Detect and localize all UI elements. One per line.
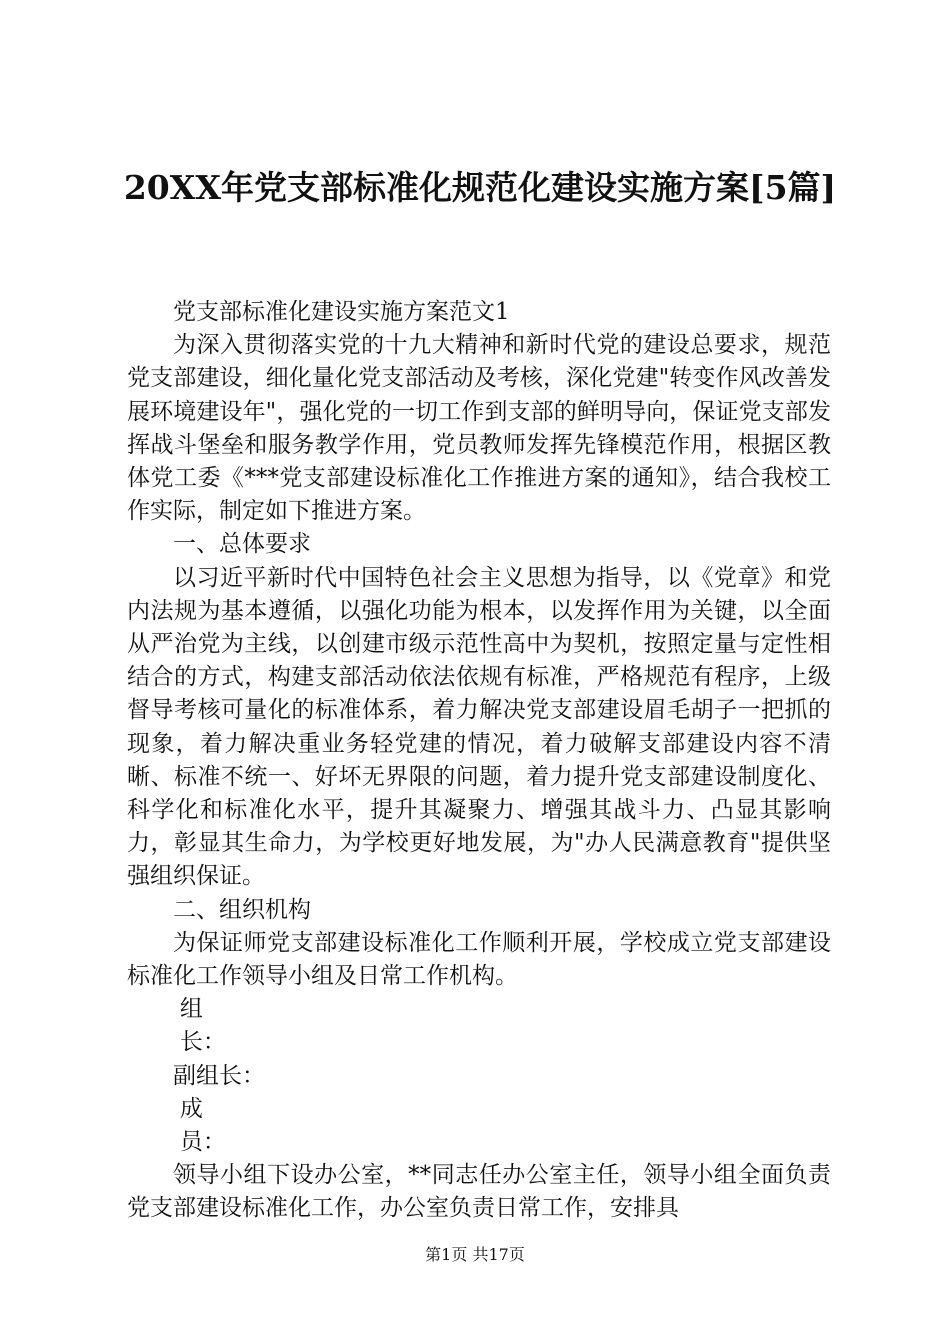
- page-number: 第1页: [425, 1245, 468, 1264]
- paragraph-office: 领导小组下设办公室，**同志任办公室主任，领导小组全面负责党支部建设标准化工作，办公室负责日常工作，安排具: [127, 1162, 831, 1222]
- label-members: 成员：: [179, 1095, 226, 1156]
- page-footer: [0, 1244, 950, 1266]
- page-total: 共17页: [472, 1245, 525, 1264]
- paragraph-organization: 为保证师党支部建设标准化工作顺利开展，学校成立党支部建设标准化工作领导小组及日常工作机构。: [127, 929, 831, 990]
- section-subtitle: 党支部标准化建设实施方案范文1: [173, 299, 510, 325]
- heading-organization: 二、组织机构: [173, 896, 311, 923]
- paragraph-intro: 为深入贯彻落实党的十九大精神和新时代党的建设总要求，规范党支部建设，细化量化党支部活动及考核，深化党建"转变作风改善发展环境建设年"，强化党的一切工作到支部的鲜明导向，保证党支部发挥战斗堡垒和服务教学作用，党员教师发挥先锋模范作用，根据区教体党工委《***党支部建设标准化工作推进方案的通知》，结合我校工作实际，制定如下推进方案。: [127, 332, 831, 525]
- document-title: 20XX年党支部标准化规范化建设实施方案[5篇]: [123, 168, 837, 207]
- paragraph-general-requirements: 以习近平新时代中国特色社会主义思想为指导，以《党章》和党内法规为基本遵循，以强化功能为根本，以发挥作用为关键，以全面从严治党为主线，以创建市级示范性高中为契机，按照定量与定性相结合的方式，构建支部活动依法依规有标准，严格规范有程序，上级督导考核可量化的标准体系，着力解决党支部建设眉毛胡子一把抓的现象，着力解决重业务轻党建的情况，着力破解支部建设内容不清晰、标准不统一、好坏无界限的问题，着力提升党支部建设制度化、科学化和标准化水平，提升其凝聚力、增强其战斗力、凸显其影响力，彰显其生命力，为学校更好地发展，为"办人民满意教育"提供坚强组织保证。: [127, 564, 831, 890]
- heading-general-requirements: 一、总体要求: [173, 531, 311, 558]
- label-group-leader: 组长：: [179, 996, 226, 1056]
- document-body: [127, 296, 831, 1226]
- label-deputy-leader: 副组长：: [173, 1062, 265, 1089]
